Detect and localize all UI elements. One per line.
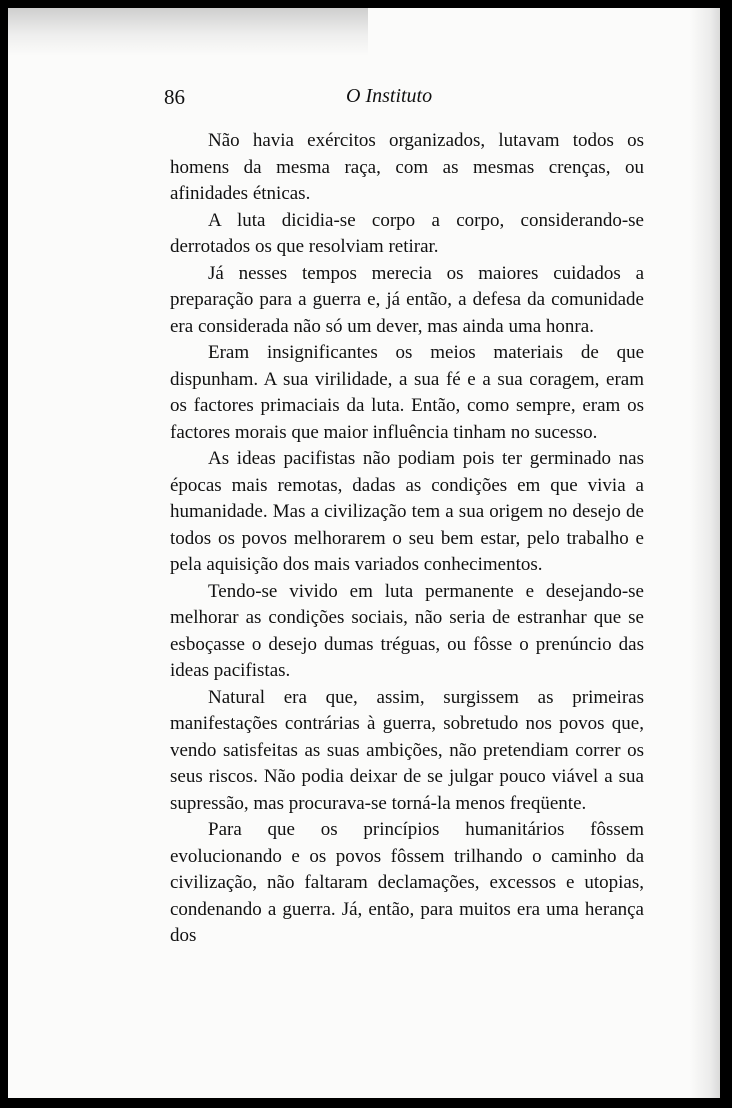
scan-shadow-right bbox=[690, 8, 720, 1098]
paragraph: Não havia exércitos organizados, lutavam todos os homens da mesma raça, com as mesmas crenças, ou afinidades étnicas. bbox=[170, 130, 644, 204]
page-number: 86 bbox=[164, 85, 185, 109]
paragraph: As ideas pacifistas não podiam pois ter germinado nas épocas mais remotas, dadas as condições em que vivia a humanidade. Mas a civilização tem a sua origem no desejo de todos os povos melhorarem o seu bem estar, pelo trabalho e pela aquisição dos mais variados conhecimentos. bbox=[170, 448, 644, 575]
page-header bbox=[164, 83, 640, 115]
body-text bbox=[170, 128, 644, 950]
paragraph: Natural era que, assim, surgissem as primeiras manifestações contrárias à guerra, sobretudo nos povos que, vendo satisfeitas as suas ambições, não pretendiam correr os seus riscos. Não podia deixar de se julgar pouco viável a sua supressão, mas procurava-se torná-la menos freqüente. bbox=[170, 686, 644, 814]
paragraph: Já nesses tempos merecia os maiores cuidados a preparação para a guerra e, já então, a defesa da comunidade era considerada não só um dever, mas ainda uma honra. bbox=[170, 262, 644, 337]
running-head: O Instituto bbox=[346, 85, 433, 107]
scan-smudge-top bbox=[8, 8, 368, 56]
paragraph: Eram insignificantes os meios materiais de que dispunham. A sua virilidade, a sua fé e a sua coragem, eram os factores primaciais da luta. Então, como sempre, eram os factores morais que maior influência tinham no sucesso. bbox=[170, 342, 644, 443]
paragraph: Tendo-se vivido em luta permanente e desejando-se melhorar as condições sociais, não seria de estranhar que se esboçasse o desejo dumas tréguas, ou fôsse o prenúncio das ideas pacifistas. bbox=[170, 580, 644, 681]
paragraph: A luta dicidia-se corpo a corpo, considerando-se derrotados os que resolviam retirar. bbox=[170, 209, 644, 257]
book-page bbox=[8, 8, 720, 1098]
paragraph: Para que os princípios humanitários fôssem evolucionando e os povos fôssem trilhando o caminho da civilização, não faltaram declamações, excessos e utopias, condenando a guerra. Já, então, para muitos era uma herança dos bbox=[170, 819, 644, 946]
